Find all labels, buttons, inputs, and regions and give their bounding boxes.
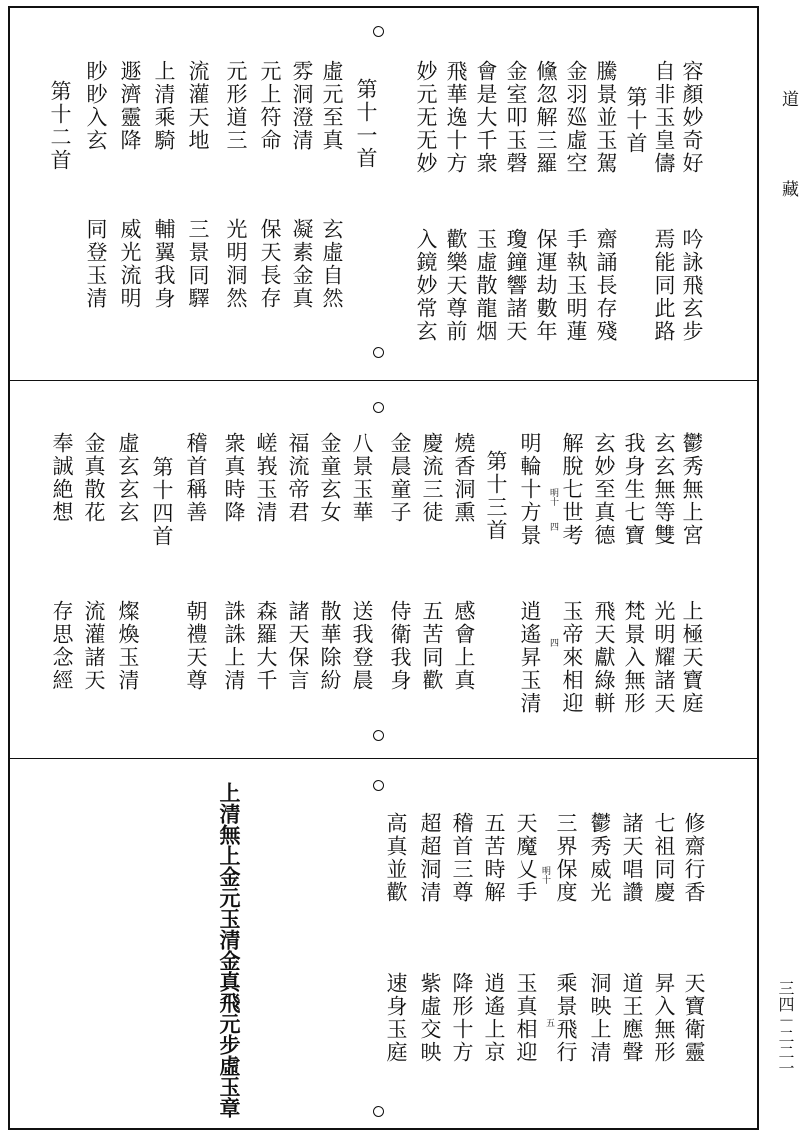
- verse-line: 嵯峩玉清: [254, 432, 278, 524]
- verse-line: 眇眇入玄: [84, 60, 108, 152]
- verse-line: 虛玄玄玄: [116, 432, 140, 524]
- verse-line: 虛元至真: [320, 60, 344, 152]
- verse-line: 玉虛散龍烟: [474, 228, 498, 343]
- verse-line: 同登玉清: [84, 218, 108, 310]
- verse-line: 上清乘騎: [152, 60, 176, 152]
- verse-line: 修齋行香: [682, 812, 706, 904]
- verse-line: 乘景飛行: [554, 972, 578, 1064]
- verse-line: 感會上真: [452, 600, 476, 692]
- section-heading: 第十首: [624, 86, 648, 155]
- verse-line: 稽首稱善: [184, 432, 208, 524]
- verse-line: 諸天保言: [286, 600, 310, 692]
- verse-line: 儵忽解三羅: [534, 60, 558, 175]
- verse-line: 三界保度: [554, 812, 578, 904]
- verse-line: 金室叩玉磬: [504, 60, 528, 175]
- edition-note: 四: [548, 522, 558, 531]
- verse-line: 會是大千衆: [474, 60, 498, 175]
- verse-line: 紫虛交映: [418, 972, 442, 1064]
- section-heading: 第十二首: [48, 80, 72, 172]
- verse-line: 金晨童子: [388, 432, 412, 524]
- verse-line: 歡樂天尊前: [444, 228, 468, 343]
- verse-line: 存思念經: [50, 600, 74, 692]
- verse-line: 金羽廵虛空: [564, 60, 588, 175]
- verse-line: 瓊鐘響諸天: [504, 228, 528, 343]
- verse-line: 玄虛自然: [320, 218, 344, 310]
- verse-line: 吟詠飛玄步: [680, 228, 704, 343]
- verse-line: 上極天寶庭: [680, 600, 704, 715]
- panel-divider: [8, 380, 759, 381]
- verse-line: 元形道三: [224, 60, 248, 152]
- verse-line: 三景同驛: [186, 218, 210, 310]
- verse-line: 玉帝來相迎: [560, 600, 584, 715]
- verse-line: 慶流三徒: [420, 432, 444, 524]
- binding-hole: [373, 1106, 384, 1117]
- verse-line: 雰洞澄清: [290, 60, 314, 152]
- verse-line: 鬱秀無上宮: [680, 432, 704, 547]
- verse-line: 朝禮天尊: [184, 600, 208, 692]
- verse-line: 入鏡妙常玄: [414, 228, 438, 343]
- verse-line: 超超洞清: [418, 812, 442, 904]
- verse-line: 七祖同慶: [652, 812, 676, 904]
- binding-hole: [373, 26, 384, 37]
- margin-label-mid: 藏: [778, 180, 798, 201]
- verse-line: 五苦時解: [482, 812, 506, 904]
- binding-hole: [373, 780, 384, 791]
- section-heading: 第十四首: [150, 456, 174, 548]
- verse-line: 梵景入無形: [622, 600, 646, 715]
- verse-line: 玉真相迎: [514, 972, 538, 1064]
- verse-line: 元上符命: [258, 60, 282, 152]
- verse-line: 天魔乂手: [514, 812, 538, 904]
- verse-line: 道王應聲: [620, 972, 644, 1064]
- verse-line: 五苦同歡: [420, 600, 444, 692]
- verse-line: 衆真時降: [222, 432, 246, 524]
- verse-line: 送我登晨: [350, 600, 374, 692]
- verse-line: 稽首三尊: [450, 812, 474, 904]
- verse-line: 威光流明: [118, 218, 142, 310]
- verse-line: 騰景並玉駕: [594, 60, 618, 175]
- verse-line: 高真並歡: [384, 812, 408, 904]
- verse-line: 玄妙至真德: [592, 432, 616, 547]
- edition-note: 五: [544, 1018, 554, 1027]
- binding-hole: [373, 730, 384, 741]
- verse-line: 飛華逸十方: [444, 60, 468, 175]
- verse-line: 森羅大千: [254, 600, 278, 692]
- page-frame: [8, 6, 759, 1130]
- verse-line: 散華除紛: [318, 600, 342, 692]
- section-heading: 第十一首: [354, 78, 378, 170]
- verse-line: 妙元无无妙: [414, 60, 438, 175]
- margin-label-top: 道: [778, 90, 798, 111]
- verse-line: 自非玉皇儔: [652, 60, 676, 175]
- verse-line: 金童玄女: [318, 432, 342, 524]
- verse-line: 容顏妙奇好: [680, 60, 704, 175]
- verse-line: 明輪十方景: [518, 432, 542, 547]
- verse-line: 諸天唱讚: [620, 812, 644, 904]
- verse-line: 光明耀諸天: [652, 600, 676, 715]
- verse-line: 福流帝君: [286, 432, 310, 524]
- verse-line: 我身生七寶: [622, 432, 646, 547]
- verse-line: 輔翼我身: [152, 218, 176, 310]
- verse-line: 流灌天地: [186, 60, 210, 152]
- verse-line: 八景玉華: [350, 432, 374, 524]
- panel-divider: [8, 758, 759, 759]
- edition-note: 明十: [548, 488, 558, 506]
- verse-line: 天寶衛靈: [682, 972, 706, 1064]
- verse-line: 逍遙上京: [482, 972, 506, 1064]
- binding-hole: [373, 347, 384, 358]
- verse-line: 凝素金真: [290, 218, 314, 310]
- verse-line: 保天長存: [258, 218, 282, 310]
- verse-line: 手執玉明蓮: [564, 228, 588, 343]
- verse-line: 光明洞然: [224, 218, 248, 310]
- verse-line: 遯濟靈降: [118, 60, 142, 152]
- verse-line: 流灌諸天: [82, 600, 106, 692]
- verse-line: 金真散花: [82, 432, 106, 524]
- page-number: 三四－二二一: [776, 980, 795, 1076]
- verse-line: 齋誦長存殘: [594, 228, 618, 343]
- verse-line: 降形十方: [450, 972, 474, 1064]
- verse-line: 奉誠絶想: [50, 432, 74, 524]
- verse-line: 燒香洞熏: [452, 432, 476, 524]
- verse-line: 侍衛我身: [388, 600, 412, 692]
- verse-line: 鬱秀威光: [588, 812, 612, 904]
- verse-line: 解脫七世考: [560, 432, 584, 547]
- edition-note: 明十: [540, 866, 550, 884]
- verse-line: 玄玄無等雙: [652, 432, 676, 547]
- verse-line: 逍遙昇玉清: [518, 600, 542, 715]
- document-title: 上清無上金元玉清金真飛元步虛玉章: [217, 782, 242, 1118]
- verse-line: 洞映上清: [588, 972, 612, 1064]
- verse-line: 速身玉庭: [384, 972, 408, 1064]
- verse-line: 誅誅上清: [222, 600, 246, 692]
- section-heading: 第十三首: [484, 450, 508, 542]
- verse-line: 燦煥玉清: [116, 600, 140, 692]
- verse-line: 昇入無形: [652, 972, 676, 1064]
- verse-line: 飛天獻綠軿: [592, 600, 616, 715]
- binding-hole: [373, 402, 384, 413]
- verse-line: 焉能同此路: [652, 228, 676, 343]
- edition-note: 四: [548, 638, 558, 647]
- verse-line: 保運劫數年: [534, 228, 558, 343]
